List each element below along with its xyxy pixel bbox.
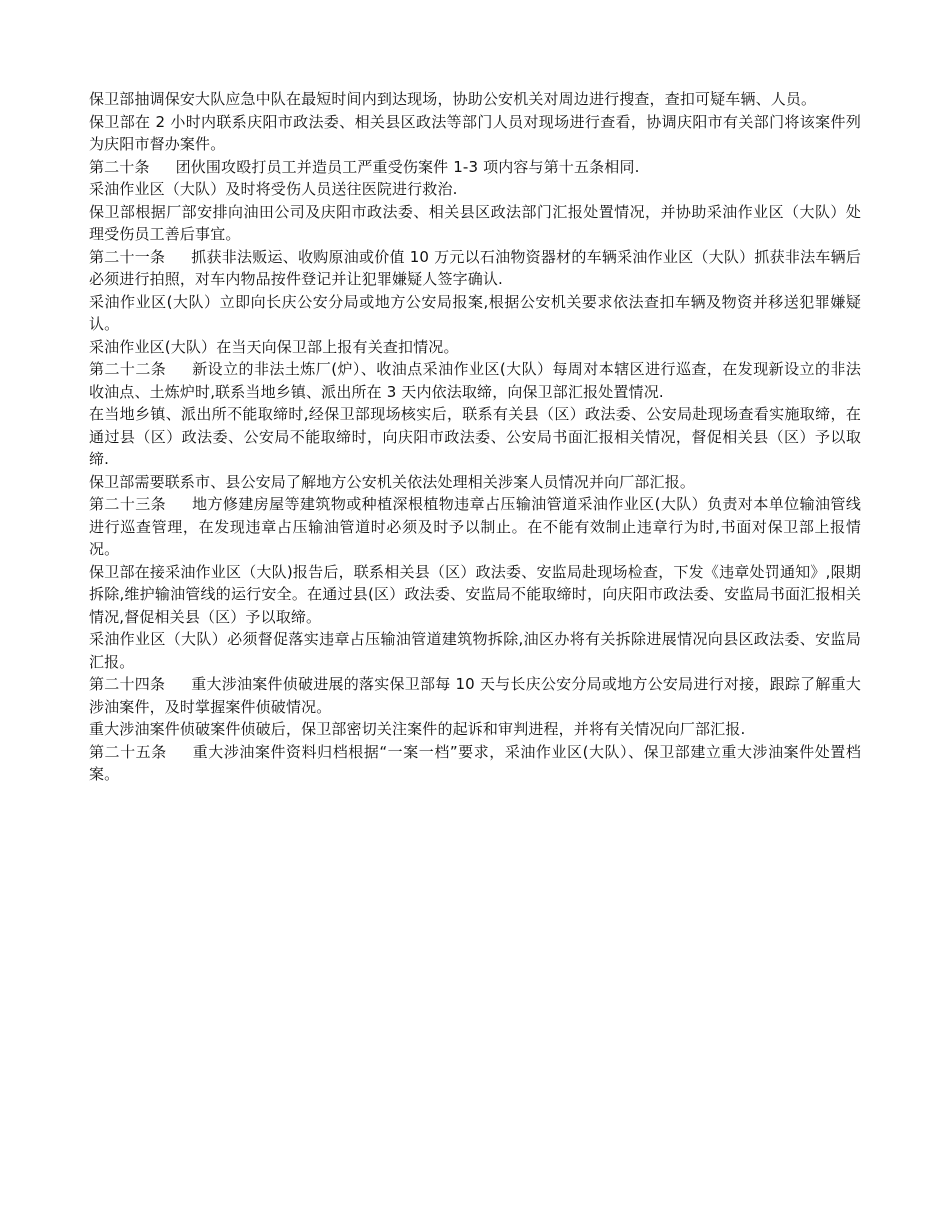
- paragraph-text: 保卫部在接采油作业区（大队)报告后，联系相关县（区）政法委、安监局赴现场检查，下发《违章处罚通知》,限期拆除,维护输油管线的运行安全。在通过县(区）政法委、安监局不能取缔时，向庆阳市政法委、安监局书面汇报相关情况,督促相关县（区）予以取缔。: [89, 562, 861, 626]
- paragraph-text: 重大涉油案件侦破案件侦破后，保卫部密切关注案件的起诉和审判进程，并将有关情况向厂部汇报.: [89, 720, 746, 738]
- article-number: 第二十四条: [89, 675, 166, 693]
- paragraph: [89, 111, 861, 156]
- article-number: 第二十一条: [89, 247, 166, 266]
- paragraph: [89, 471, 861, 494]
- paragraph-text: 采油作业区(大队）在当天向保卫部上报有关查扣情况。: [89, 337, 459, 356]
- article-paragraph: [89, 741, 861, 786]
- paragraph: [89, 88, 861, 111]
- paragraph-text: 新设立的非法土炼厂(炉）、收油点采油作业区(大队）每周对本辖区进行巡查，在发现新设立的非法收油点、土炼炉时,联系当地乡镇、派出所在 3 天内依法取缔，向保卫部汇报处置情况.: [89, 360, 861, 401]
- article-number: 第二十三条: [89, 495, 167, 513]
- paragraph-text: 重大涉油案件侦破进展的落实保卫部每 10 天与长庆公安分局或地方公安局进行对接，跟踪了解重大涉油案件，及时掌握案件侦破情况。: [89, 675, 861, 716]
- paragraph-text: 采油作业区（大队）及时将受伤人员送往医院进行救治.: [89, 180, 458, 198]
- paragraph-text: 保卫部根据厂部安排向油田公司及庆阳市政法委、相关县区政法部门汇报处置情况，并协助采油作业区（大队）处理受伤员工善后事宜。: [89, 202, 861, 243]
- paragraph-text: 在当地乡镇、派出所不能取缔时,经保卫部现场核实后，联系有关县（区）政法委、公安局赴现场查看实施取缔，在通过县（区）政法委、公安局不能取缔时，向庆阳市政法委、公安局书面汇报相关情况，督促相关县（区）予以取缔.: [89, 405, 861, 468]
- paragraph-text: 保卫部在 2 小时内联系庆阳市政法委、相关县区政法等部门人员对现场进行查看，协调庆阳市有关部门将该案件列为庆阳市督办案件。: [89, 112, 861, 153]
- document-body: [89, 88, 861, 786]
- paragraph: [89, 201, 861, 246]
- article-paragraph: [89, 493, 861, 561]
- paragraph: [89, 336, 861, 359]
- paragraph: [89, 718, 861, 741]
- paragraph-text: 地方修建房屋等建筑物或种植深根植物违章占压输油管道采油作业区(大队）负责对本单位输油管线进行巡查管理，在发现违章占压输油管道时必须及时予以制止。在不能有效制止违章行为时,书面对保卫部上报情况。: [89, 495, 861, 558]
- paragraph-text: 保卫部需要联系市、县公安局了解地方公安机关依法处理相关涉案人员情况并向厂部汇报。: [89, 472, 696, 491]
- article-paragraph: [89, 246, 861, 291]
- paragraph: [89, 403, 861, 471]
- article-paragraph: [89, 673, 861, 718]
- paragraph-text: 采油作业区（大队）必须督促落实违章占压输油管道建筑物拆除,油区办将有关拆除进展情况向县区政法委、安监局汇报。: [89, 630, 861, 671]
- article-number: 第二十二条: [89, 360, 167, 378]
- paragraph-text: 采油作业区(大队）立即向长庆公安分局或地方公安局报案,根据公安机关要求依法查扣车辆及物资并移送犯罪嫌疑认。: [89, 292, 861, 333]
- article-paragraph: [89, 156, 861, 179]
- paragraph-text: 重大涉油案件资料归档根据“一案一档”要求，采油作业区(大队）、保卫部建立重大涉油案件处置档案。: [89, 742, 861, 783]
- paragraph-text: 抓获非法贩运、收购原油或价值 10 万元以石油物资器材的车辆采油作业区（大队）抓获非法车辆后必须进行拍照，对车内物品按件登记并让犯罪嫌疑人签字确认.: [89, 247, 861, 288]
- paragraph-text: 团伙围攻殴打员工并造员工严重受伤案件 1-3 项内容与第十五条相同.: [175, 157, 640, 176]
- paragraph: [89, 291, 861, 336]
- paragraph: [89, 628, 861, 673]
- article-number: 第二十条: [89, 157, 150, 176]
- paragraph: [89, 178, 861, 201]
- article-paragraph: [89, 358, 861, 403]
- article-number: 第二十五条: [89, 742, 167, 761]
- paragraph: [89, 561, 861, 629]
- paragraph-text: 保卫部抽调保安大队应急中队在最短时间内到达现场，协助公安机关对周边进行搜查，查扣可疑车辆、人员。: [89, 90, 817, 108]
